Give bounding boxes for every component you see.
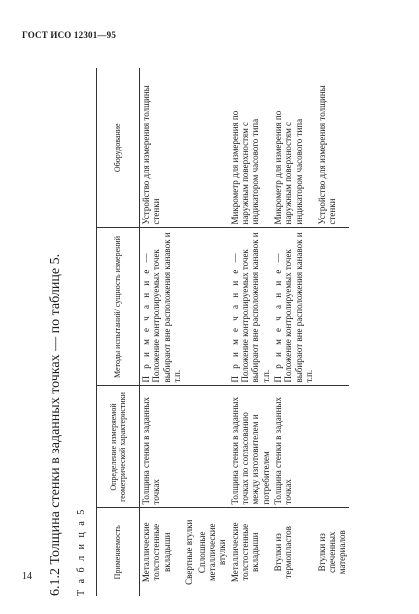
cell-applicability: Металлические толстостенные вкладыши — [229, 522, 261, 583]
cell-equipment: Устройство для измерения толщины стенки — [316, 68, 349, 228]
col-header-equipment: Оборудование — [97, 68, 140, 228]
table-row — [272, 68, 315, 596]
cell-method — [140, 228, 184, 386]
table-row — [196, 68, 229, 596]
table-row — [316, 68, 349, 596]
col-header-method: Методы испытаний/ сущность измерений — [97, 228, 140, 386]
cell-method — [196, 228, 229, 386]
note-text: Положение контролируемых точек выбирают вне расположения канавок и т.п. — [240, 232, 271, 383]
cell-equipment: Устройство для измерения толщины стенки — [140, 68, 184, 228]
col-header-characteristic: Определение измеряемой геометрической характеристики — [97, 386, 140, 508]
document-header: ГОСТ ИСО 12301—95 — [22, 30, 117, 40]
cell-applicability: Свертные втулки — [184, 519, 195, 585]
cell-characteristic: Толщина стенки в заданных точках по согласованию между изготовителем и потребителем — [229, 386, 272, 508]
table-row — [183, 68, 195, 596]
cell-method — [183, 228, 195, 386]
cell-method — [229, 228, 272, 386]
table-5 — [96, 68, 349, 596]
note-title: П р и м е ч а н и е — — [141, 250, 151, 383]
cell-applicability: Металлические толстостенные вкладыши — [141, 522, 172, 583]
section-caption: 6.1.2 Толщина стенки в заданных точках — по таблице 5. — [48, 253, 63, 596]
table-header-row — [97, 68, 140, 596]
cell-characteristic: Толщина стенки в заданных точках — [140, 386, 184, 508]
cell-equipment: Микрометр для измерения по наружным поверхностям с индикатором часового типа — [272, 68, 315, 228]
note-text: Положение контролируемых точек выбирают вне расположения канавок и т.п. — [151, 232, 183, 383]
rotated-page — [40, 56, 370, 596]
note-text: Положение контролируемых точек выбирают вне расположения канавок и т.п. — [283, 232, 315, 383]
cell-method — [316, 228, 349, 386]
cell-applicability: Втулки из спеченных материалов — [316, 530, 348, 575]
table-row — [229, 68, 272, 596]
col-header-applicability: Применяемость — [97, 508, 140, 596]
cell-characteristic — [183, 386, 195, 508]
note-title: П р и м е ч а н и е — — [273, 250, 284, 383]
cell-characteristic: Толщина стенки в заданных точках — [272, 386, 315, 508]
table-row — [140, 68, 184, 596]
cell-characteristic — [316, 386, 349, 508]
cell-equipment — [183, 68, 195, 228]
page-number: 14 — [22, 571, 32, 582]
cell-applicability: Сплошные металлические втулки — [196, 523, 228, 582]
table-label: Т а б л и ц а 5 — [76, 507, 87, 596]
cell-equipment: Микрометр для измерения по наружным поверхностям с индикатором часового типа — [229, 68, 272, 228]
cell-characteristic — [196, 386, 229, 508]
cell-applicability: Втулки из термопластов — [273, 526, 294, 579]
cell-method — [272, 228, 315, 386]
note-title: П р и м е ч а н и е — — [229, 250, 240, 383]
cell-equipment — [196, 68, 229, 228]
